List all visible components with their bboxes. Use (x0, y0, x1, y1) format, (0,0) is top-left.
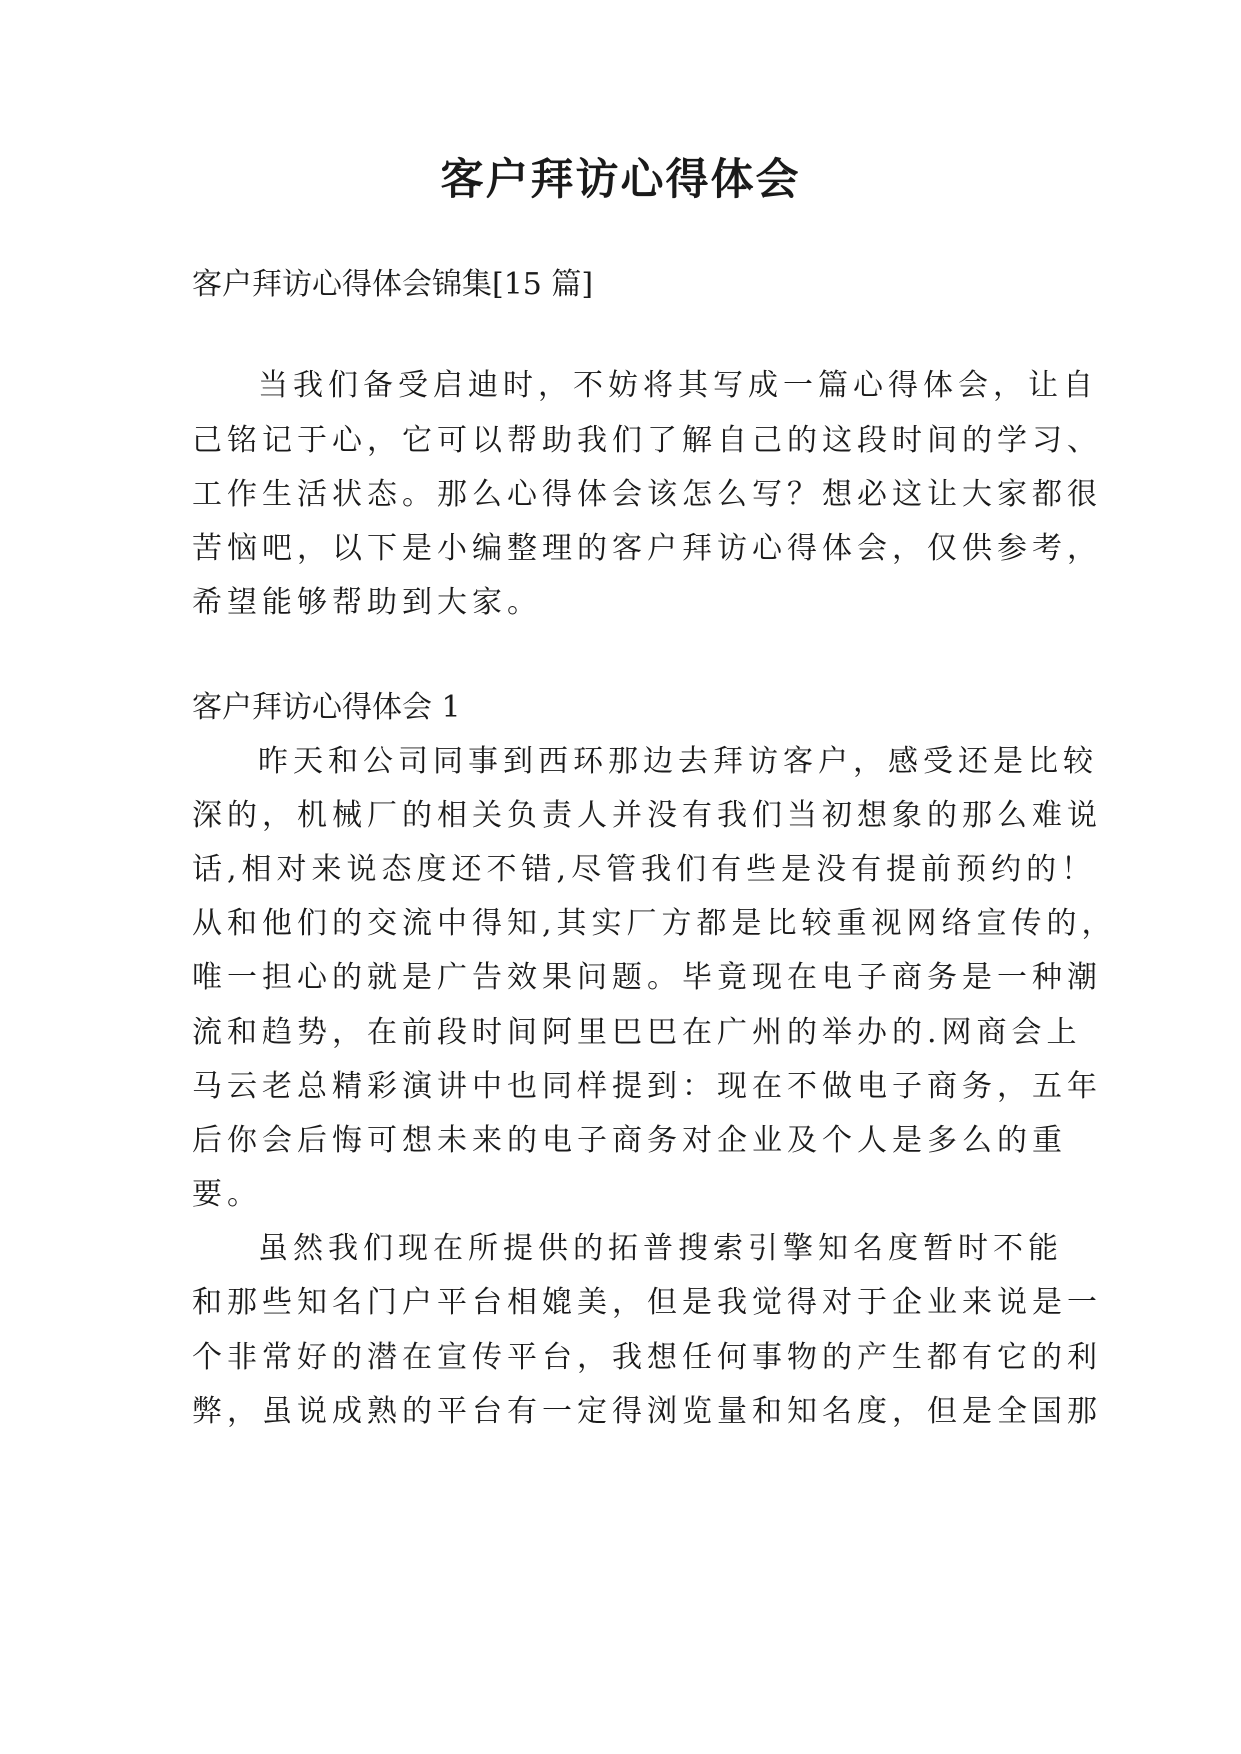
body-line: 话,相对来说态度还不错,尽管我们有些是没有提前预约的！ (192, 852, 1097, 887)
body-line: 和那些知名门户平台相媲美，但是我觉得对于企业来说是一 (192, 1285, 1102, 1320)
intro-line: 苦恼吧，以下是小编整理的客户拜访心得体会，仅供参考， (192, 531, 1102, 566)
intro-line: 希望能够帮助到大家。 (192, 585, 542, 620)
body-line: 唯一担心的就是广告效果问题。毕竟现在电子商务是一种潮 (192, 960, 1102, 995)
body-line: 要。 (192, 1177, 262, 1212)
body-line: 虽然我们现在所提供的拓普搜索引擎知名度暂时不能 (258, 1231, 1063, 1266)
section-heading: 客户拜访心得体会 1 (192, 690, 461, 725)
intro-line: 当我们备受启迪时，不妨将其写成一篇心得体会，让自 (258, 368, 1098, 403)
document-subtitle: 客户拜访心得体会锦集[15 篇] (192, 267, 594, 302)
body-line: 后你会后悔可想未来的电子商务对企业及个人是多么的重 (192, 1123, 1067, 1158)
intro-line: 己铭记于心，它可以帮助我们了解自己的这段时间的学习、 (192, 423, 1102, 458)
document-title: 客户拜访心得体会 (440, 155, 801, 205)
body-line: 个非常好的潜在宣传平台，我想任何事物的产生都有它的利 (192, 1340, 1102, 1375)
body-line: 流和趋势，在前段时间阿里巴巴在广州的举办的.网商会上 (192, 1015, 1082, 1050)
body-line: 马云老总精彩演讲中也同样提到：现在不做电子商务，五年 (192, 1069, 1102, 1104)
body-line: 弊，虽说成熟的平台有一定得浏览量和知名度，但是全国那 (192, 1394, 1102, 1429)
body-line: 深的，机械厂的相关负责人并没有我们当初想象的那么难说 (192, 798, 1102, 833)
body-line: 从和他们的交流中得知,其实厂方都是比较重视网络宣传的， (192, 906, 1117, 941)
body-line: 昨天和公司同事到西环那边去拜访客户，感受还是比较 (258, 744, 1098, 779)
intro-line: 工作生活状态。那么心得体会该怎么写？想必这让大家都很 (192, 477, 1102, 512)
